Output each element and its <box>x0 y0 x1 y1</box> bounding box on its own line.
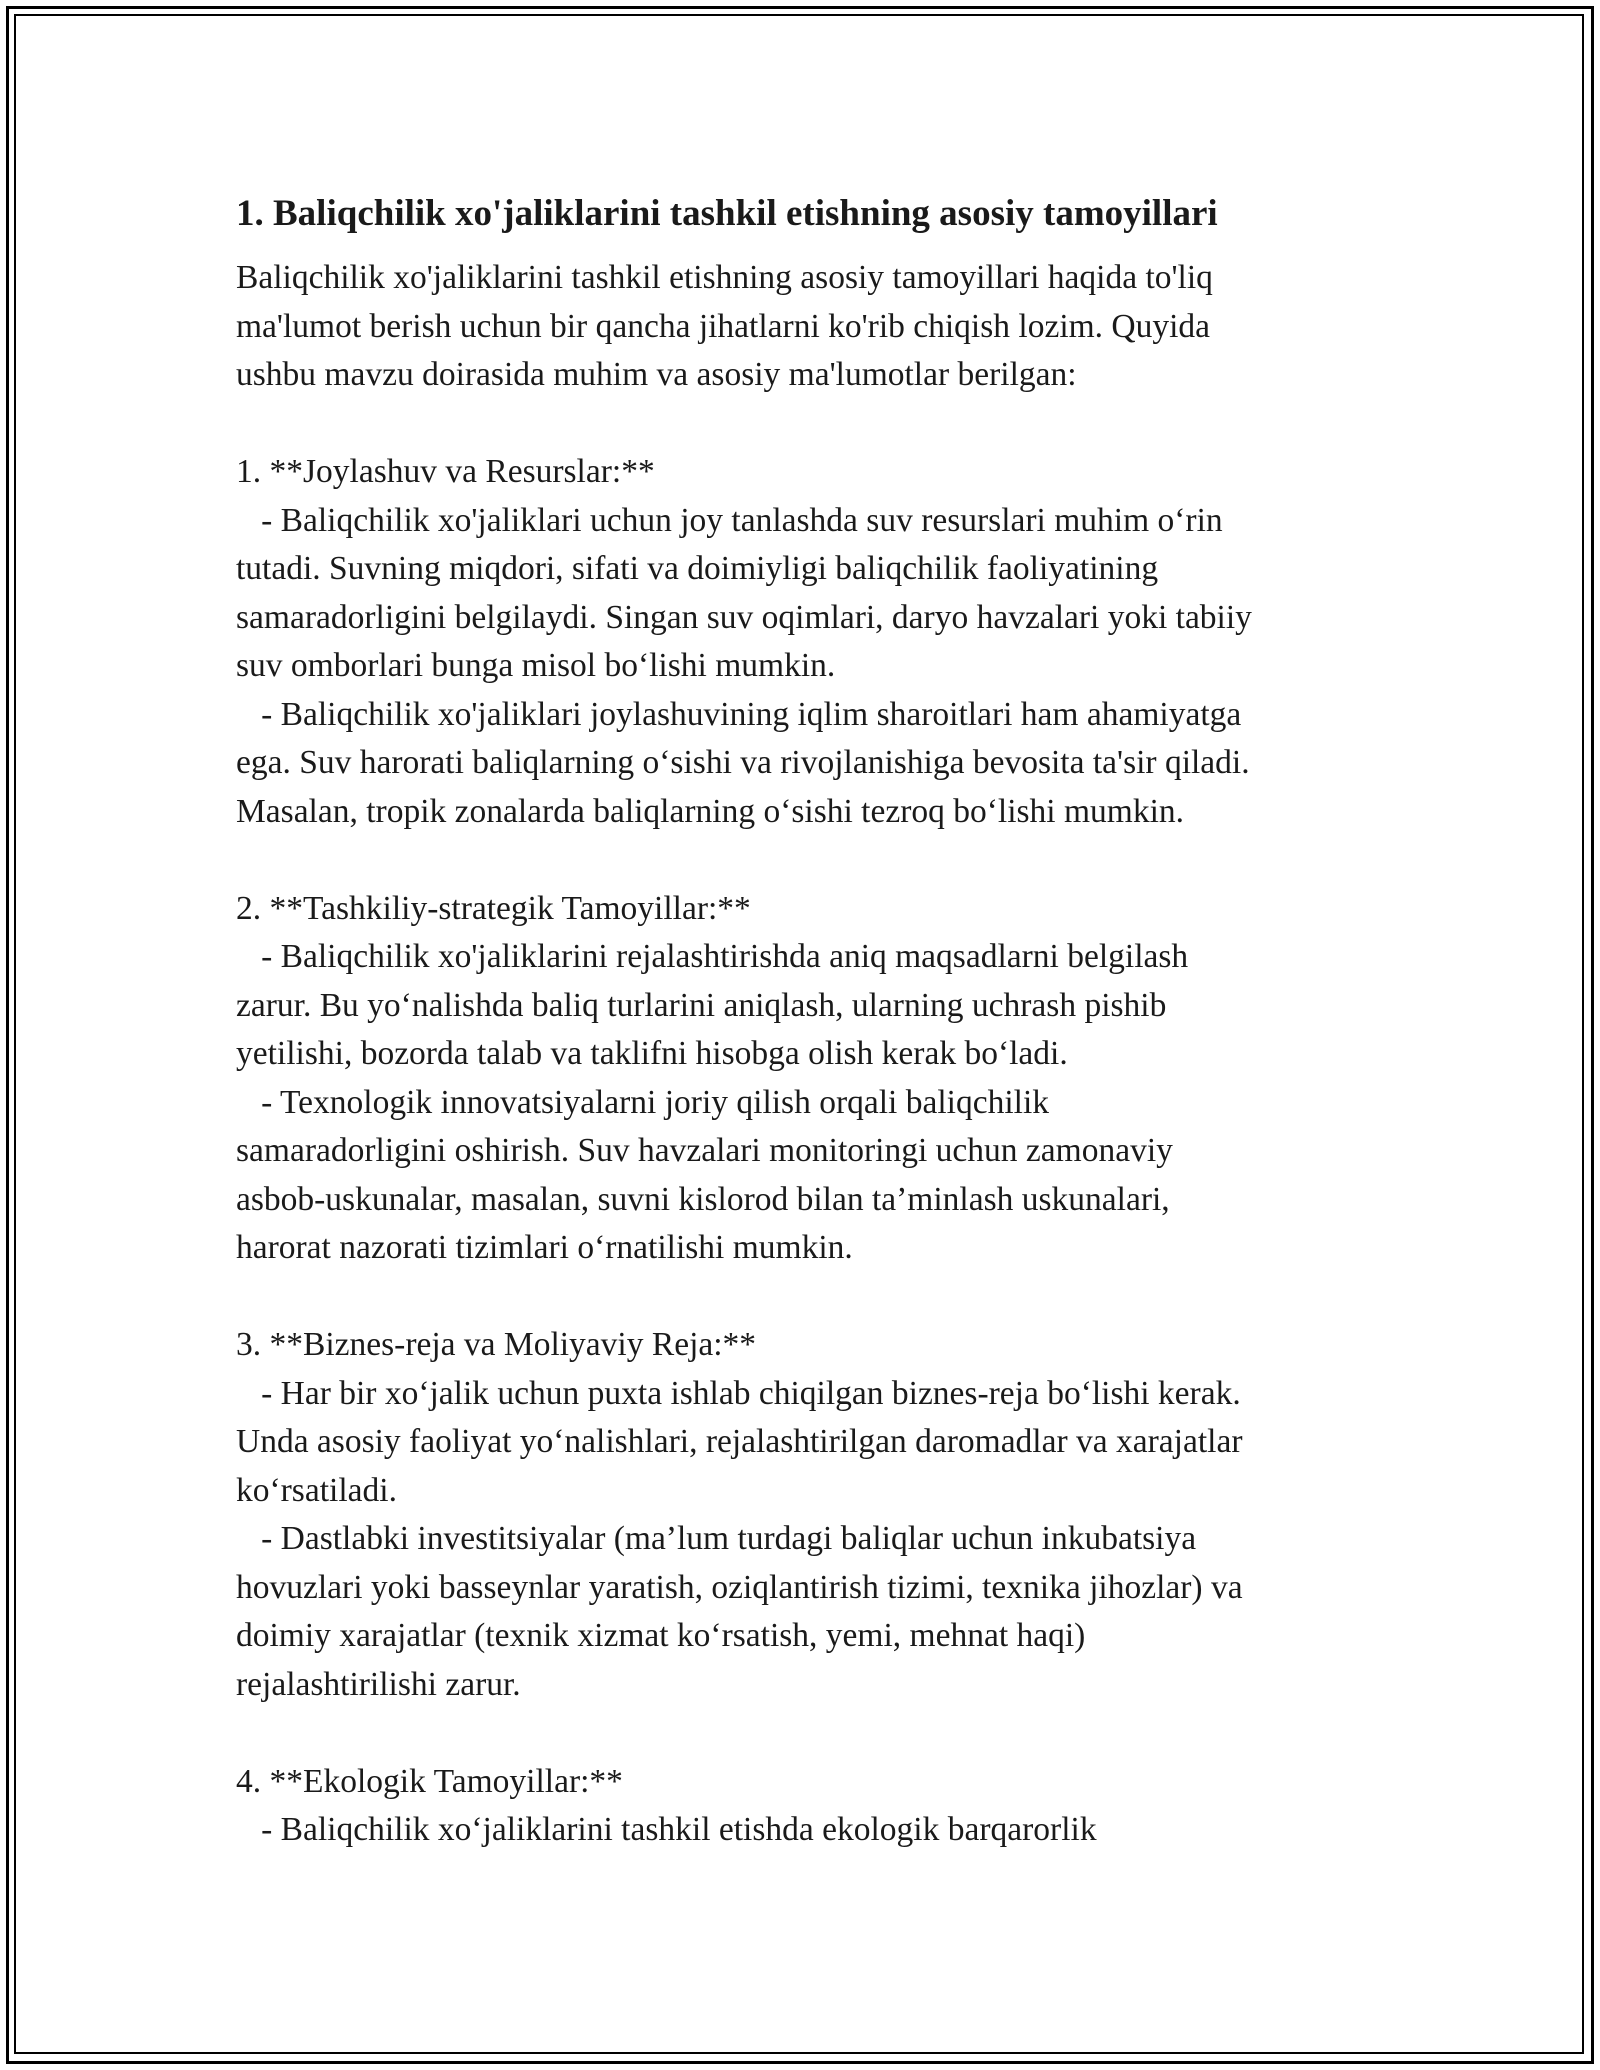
document-body: Baliqchilik xo'jaliklarini tashkil etishning asosiy tamoyillari haqida to'liq ma'lumot berish uchun bir qancha jihatlarni ko'rib chiqish lozim. Quyida ushbu mavzu doirasida muhim va asosiy ma'lumotlar berilgan: 1. **Joylashuv va Resurslar:** - Baliqchilik xo'jaliklari uchun joy tanlashda suv resurslari muhim o‘rin tutadi. Suvning miqdori, sifati va doimiyligi baliqchilik faoliyatining samaradorligini belgilaydi. Singan suv oqimlari, daryo havzalari yoki tabiiy suv omborlari bunga misol bo‘lishi mumkin. - Baliqchilik xo'jaliklari joylashuvining iqlim sharoitlari ham ahamiyatga ega. Suv harorati baliqlarning o‘sishi va rivojlanishiga bevosita ta'sir qiladi. Masalan, tropik zonalarda baliqlarning o‘sishi tezroq bo‘lishi mumkin. 2. **Tashkiliy-strategik Tamoyillar:** - Baliqchilik xo'jaliklarini rejalashtirishda aniq maqsadlarni belgilash zarur. Bu yo‘nalishda baliq turlarini aniqlash, ularning uchrash pishib yetilishi, bozorda talab va taklifni hisobga olish kerak bo‘ladi. - Texnologik innovatsiyalarni joriy qilish orqali baliqchilik samaradorligini oshirish. Suv havzalari monitoringi uchun zamonaviy asbob-uskunalar, masalan, suvni kislorod bilan ta’minlash uskunalari, harorat nazorati tizimlari o‘rnatilishi mumkin. 3. **Biznes-reja va Moliyaviy Reja:** - Har bir xo‘jalik uchun puxta ishlab chiqilgan biznes-reja bo‘lishi kerak. Unda asosiy faoliyat yo‘nalishlari, rejalashtirilgan daromadlar va xarajatlar ko‘rsatiladi. - Dastlabki investitsiyalar (ma’lum turdagi baliqlar uchun inkubatsiya hovuzlari yoki basseynlar yaratish, oziqlantirish tizimi, texnika jihozlar) va doimiy xarajatlar (texnik xizmat ko‘rsatish, yemi, mehnat haqi) rejalashtirilishi zarur. 4. **Ekologik Tamoyillar:** - Baliqchilik xo‘jaliklarini tashkil etishda ekologik barqarorlik <box>236 259 1252 1848</box>
document-title: 1. Baliqchilik xo'jaliklarini tashkil etishning asosiy tamoyillari <box>236 193 1218 234</box>
document-content <box>236 182 1366 1855</box>
